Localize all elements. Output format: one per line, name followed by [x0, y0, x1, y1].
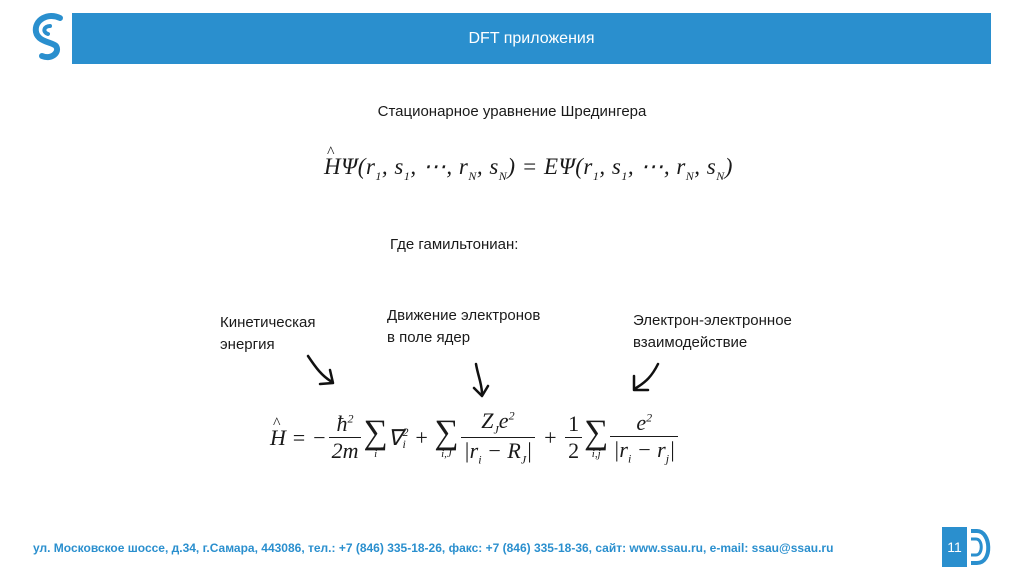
ssau-logo-icon: [30, 12, 72, 64]
page-title: DFT приложения: [468, 30, 595, 47]
arrow-down-left-icon: [624, 356, 674, 406]
nuclear-label-line1: Движение электронов: [387, 307, 541, 324]
hamiltonian-equation: ^ H = − $\frac{ħ^2}{2m}$ ∑ i ∇ 2 i + ∑ i,J $\frac{Z_Je^2}{|r_i - R_J|}$ + $\frac{1}{2}$ ∑ i,j $\frac{e^2}{|r_i - r_j|}$: [270, 408, 690, 483]
electron-electron-label: [633, 310, 792, 354]
schrodinger-equation: ^ $H\Psi(r_1$, $s_1$, ⋯, $r_N$, $s_N) = E\Psi(r_1$, $s_1$, ⋯, $r_N$, $s_N$): [324, 154, 733, 184]
nuclear-field-label: [387, 305, 540, 349]
nuclear-label-line2: в поле ядер: [387, 329, 471, 346]
header-bar: [72, 13, 991, 64]
ee-label-line1: Электрон-электронное: [633, 312, 792, 329]
ssau-d-logo-icon: [967, 527, 995, 567]
ee-label-line2: взаимодействие: [633, 334, 748, 351]
where-label: Где гамильтониан:: [390, 236, 519, 253]
slide-subtitle: Стационарное уравнение Шредингера: [377, 103, 647, 120]
kinetic-label-line1: Кинетическая: [220, 314, 316, 331]
footer-address: ул. Московское шоссе, д.34, г.Самара, 443086, тел.: +7 (846) 335-18-26, факс: +7 (846) 335-18-36, сайт: www.ssau.ru, e-mail: ssau@ssau.ru: [33, 541, 834, 555]
arrow-down-icon: [458, 360, 508, 410]
kinetic-label-line2: энергия: [220, 336, 275, 353]
arrow-down-right-icon: [300, 350, 350, 400]
page-number: 11: [942, 527, 967, 567]
